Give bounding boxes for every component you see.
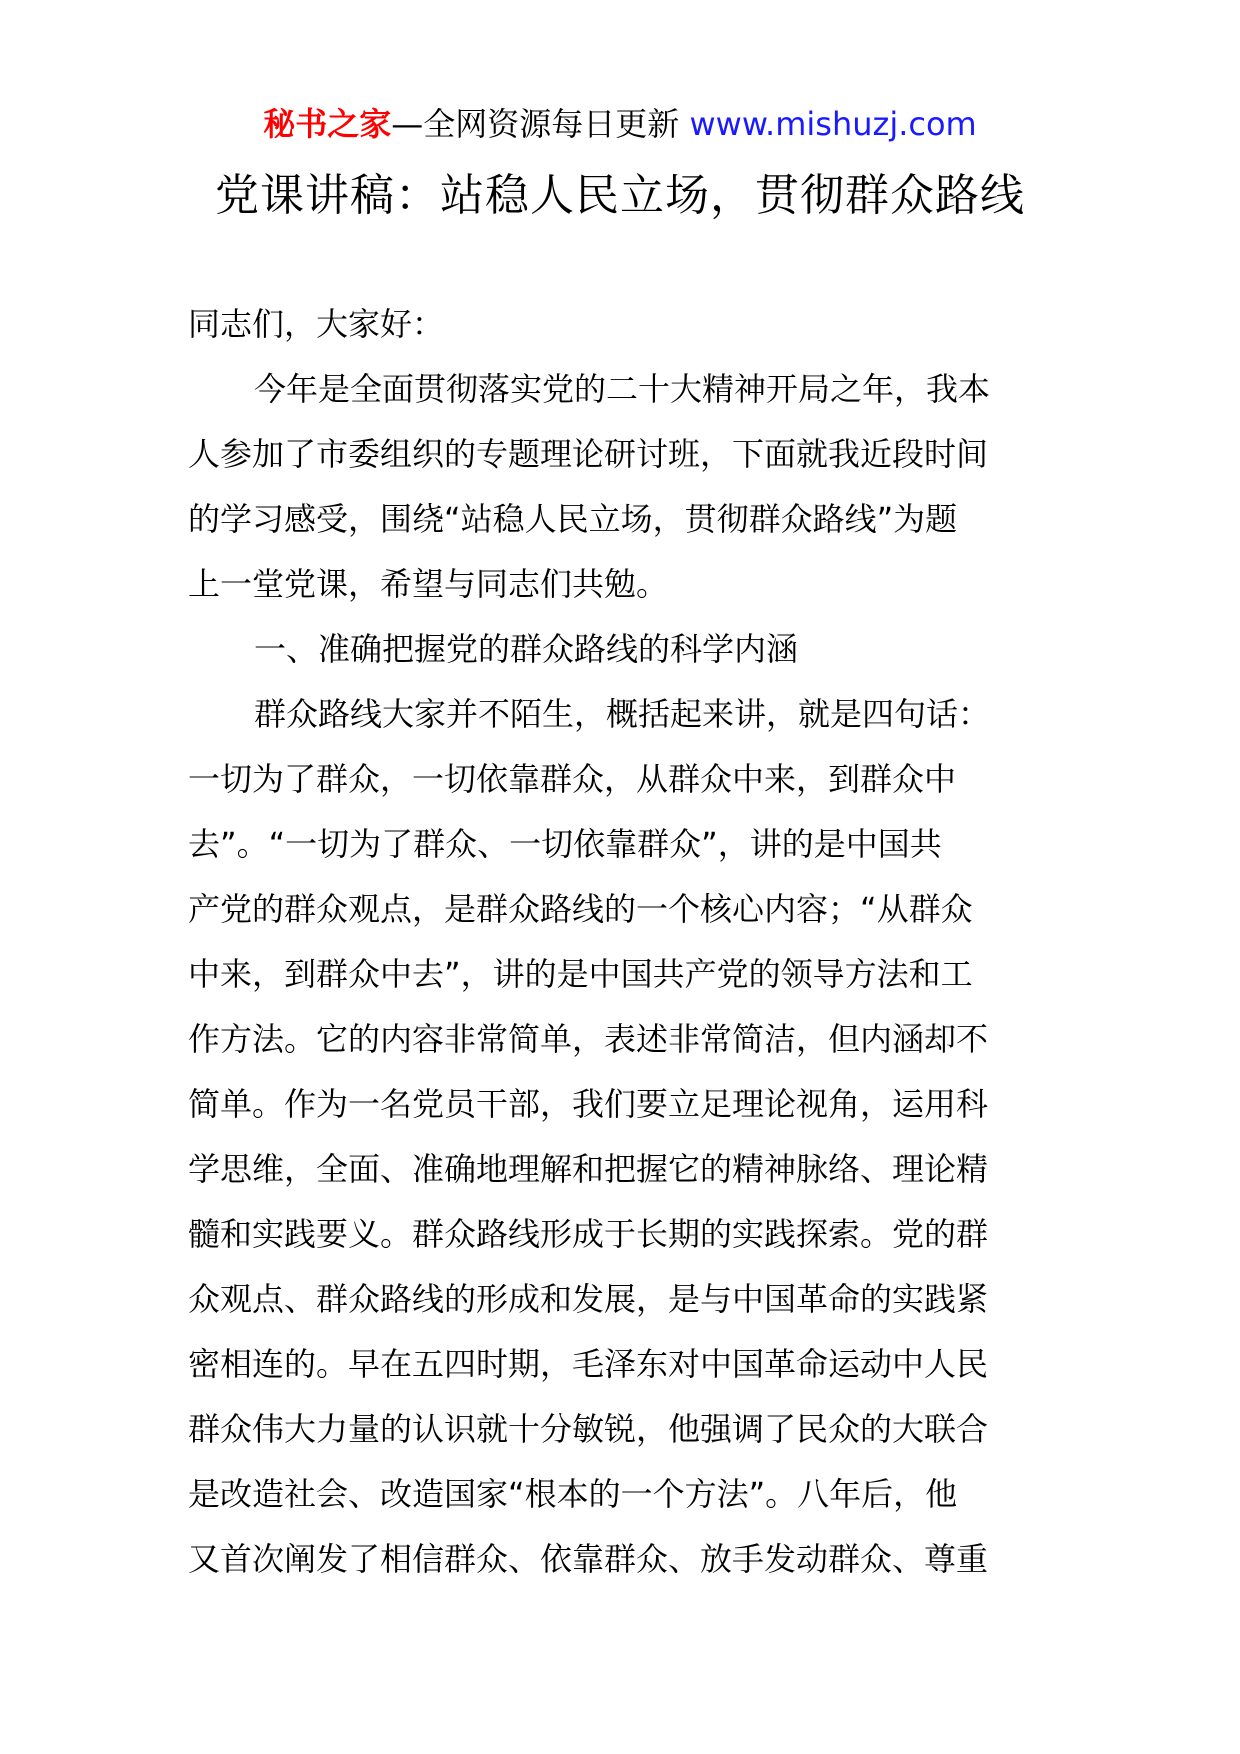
- site-url-link[interactable]: www.mishuzj.com: [689, 105, 977, 143]
- greeting-line: 同志们，大家好：: [188, 305, 445, 343]
- body-line: 中来，到群众中去”，讲的是中国共产党的领导方法和工: [188, 955, 973, 993]
- body-line: 密相连的。早在五四时期，毛泽东对中国革命运动中人民: [188, 1345, 989, 1383]
- body-line: 人参加了市委组织的专题理论研讨班，下面就我近段时间: [188, 435, 989, 473]
- body-line: 众观点、群众路线的形成和发展，是与中国革命的实践紧: [188, 1280, 989, 1318]
- body-line: 学思维，全面、准确地理解和把握它的精神脉络、理论精: [188, 1150, 989, 1188]
- body-line: 作方法。它的内容非常简单，表述非常简洁，但内涵却不: [188, 1020, 989, 1058]
- body-line: 的学习感受，围绕“站稳人民立场，贯彻群众路线”为题: [188, 500, 958, 538]
- site-header: [0, 100, 1240, 148]
- body-line: 一切为了群众，一切依靠群众，从群众中来，到群众中: [188, 760, 957, 798]
- body-line: 上一堂党课，希望与同志们共勉。: [188, 565, 669, 603]
- document-body: [188, 292, 1058, 1592]
- document-title: 党课讲稿：站稳人民立场，贯彻群众路线: [215, 170, 1025, 221]
- body-line: 今年是全面贯彻落实党的二十大精神开局之年，我本: [254, 370, 991, 408]
- body-line: 产党的群众观点，是群众路线的一个核心内容；“从群众: [188, 890, 973, 928]
- site-brand: 秘书之家: [263, 105, 392, 143]
- body-line: 又首次阐发了相信群众、依靠群众、放手发动群众、尊重: [188, 1540, 989, 1578]
- body-line: 髓和实践要义。群众路线形成于长期的实践探索。党的群: [188, 1215, 989, 1253]
- site-slogan: —全网资源每日更新: [391, 105, 690, 143]
- body-line: 去”。“一切为了群众、一切依靠群众”，讲的是中国共: [188, 825, 942, 863]
- body-line: 群众伟大力量的认识就十分敏锐，他强调了民众的大联合: [188, 1410, 989, 1448]
- body-line: 是改造社会、改造国家“根本的一个方法”。八年后，他: [188, 1475, 958, 1513]
- section-heading: 一、准确把握党的群众路线的科学内涵: [254, 630, 799, 668]
- body-line: 群众路线大家并不陌生，概括起来讲，就是四句话：: [254, 695, 991, 733]
- body-line: 简单。作为一名党员干部，我们要立足理论视角，运用科: [188, 1085, 989, 1123]
